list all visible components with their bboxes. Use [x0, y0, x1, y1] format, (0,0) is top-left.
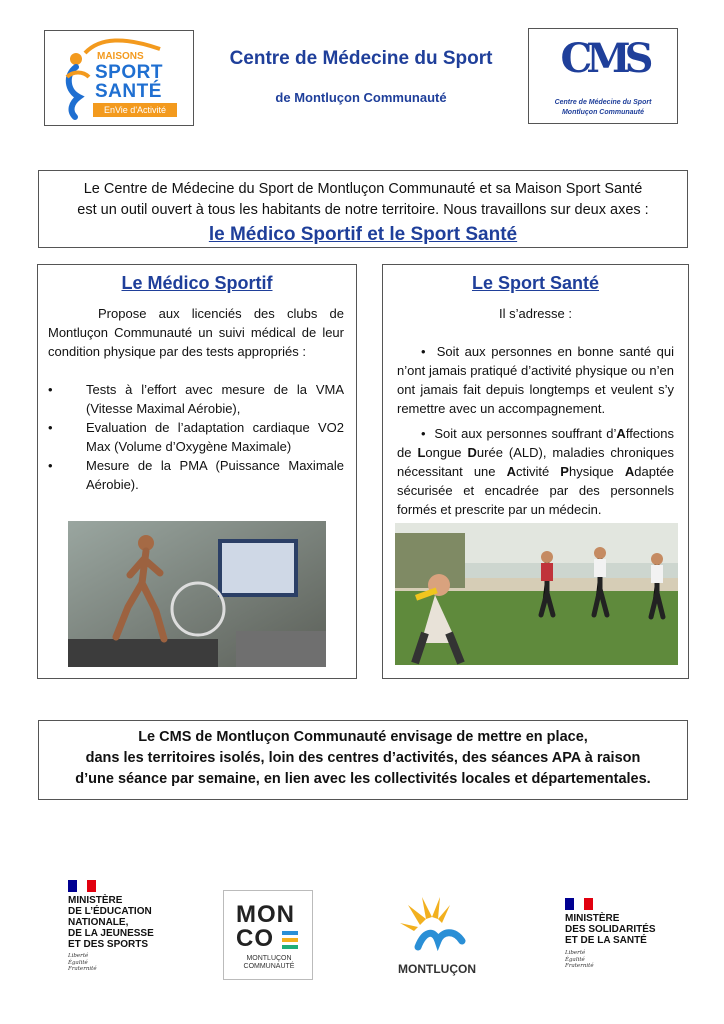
bullet-icon: •	[48, 458, 53, 473]
list-item: • Soit aux personnes en bonne santé qui n’ont jamais pratiqué d’activité physique ou n’en ont jamais fait depuis longtemps et veulent s’y remettre avec un accompagnement.	[397, 344, 674, 416]
list-item: • Evaluation de l’adaptation cardiaque VO2 Max (Volume d’Oxygène Maximale)	[48, 420, 344, 454]
montlucon-sun-icon	[400, 895, 470, 957]
medico-sportif-column	[37, 264, 357, 679]
list-item: • Mesure de la PMA (Puissance Maximale Aérobie).	[48, 458, 344, 492]
logo-tagline: EnVie d'Activité	[93, 103, 177, 117]
list-item: • Tests à l’effort avec mesure de la VMA (Vitesse Maximal Aérobie),	[48, 382, 344, 416]
ministry-health-name: MINISTÈRE DES SOLIDARITÉS ET DE LA SANTÉ	[565, 913, 656, 946]
montlucon-city-name: MONTLUÇON	[398, 962, 476, 976]
logo-word-maisons: MAISONS	[97, 51, 144, 62]
french-flag-icon	[565, 898, 593, 910]
sport-sante-intro: Il s’adresse :	[499, 306, 572, 321]
intro-box	[38, 170, 688, 248]
treadmill-test-photo	[68, 521, 326, 667]
sport-sante-column	[382, 264, 689, 679]
ministry-health-motto: Liberté Égalité Fraternité	[565, 950, 594, 969]
page-subtitle: de Montluçon Communauté	[275, 90, 447, 105]
cms-logo	[528, 28, 678, 124]
monco-stripes-icon	[282, 931, 298, 949]
note-line1: Le CMS de Montluçon Communauté envisage de mettre en place,	[138, 729, 588, 745]
bullet-icon: •	[48, 420, 53, 435]
sport-sante-group-photo	[395, 523, 678, 665]
apa-note-box	[38, 720, 688, 800]
ministry-education-motto: Liberté Égalité Fraternité	[68, 953, 97, 972]
bullet-icon: •	[421, 344, 437, 359]
bullet-icon: •	[48, 382, 53, 397]
list-item: • Soit aux personnes souffrant d’Affections de Longue Durée (ALD), maladies chroniques nécessitant une Activité Physique Adaptée sécurisée et encadrée par des personnels formés et prescrite par un médecin.	[397, 426, 675, 517]
note-line2: dans les territoires isolés, loin des centres d’activités, des séances APA à raison	[85, 750, 641, 766]
medico-sportif-title: Le Médico Sportif	[121, 273, 273, 293]
cms-logo-line2: Montluçon Communauté	[561, 109, 645, 116]
maisons-sport-sante-logo	[44, 30, 194, 126]
intro-axes: le Médico Sportif et le Sport Santé	[208, 224, 518, 245]
logo-word-sante: SANTÉ	[95, 81, 162, 102]
sport-sante-title: Le Sport Santé	[471, 273, 600, 293]
cms-logo-line1: Centre de Médecine du Sport	[554, 99, 652, 106]
page-title: Centre de Médecine du Sport	[229, 48, 493, 69]
montlucon-communaute-logo: MON CO MONTLUÇON COMMUNAUTÉ	[223, 890, 313, 980]
bullet-icon: •	[421, 426, 435, 441]
medico-sportif-paragraph: Propose aux licenciés des clubs de Montluçon Communauté un suivi médical de leur condition physique par des tests appropriés :	[48, 306, 344, 359]
logo-word-sport: SPORT	[95, 62, 163, 83]
ministry-education-name: MINISTÈRE DE L’ÉDUCATION NATIONALE, DE LA JEUNESSE ET DES SPORTS	[68, 895, 154, 950]
intro-line2: est un outil ouvert à tous les habitants de notre territoire. Nous travaillons sur deux axes :	[77, 202, 649, 218]
intro-line1: Le Centre de Médecine du Sport de Montluçon Communauté et sa Maison Sport Santé	[83, 181, 643, 197]
cms-monogram: CMS	[560, 35, 648, 82]
note-line3: d’une séance par semaine, en lien avec les collectivités locales et départementales.	[75, 771, 651, 787]
french-flag-icon	[68, 880, 96, 892]
